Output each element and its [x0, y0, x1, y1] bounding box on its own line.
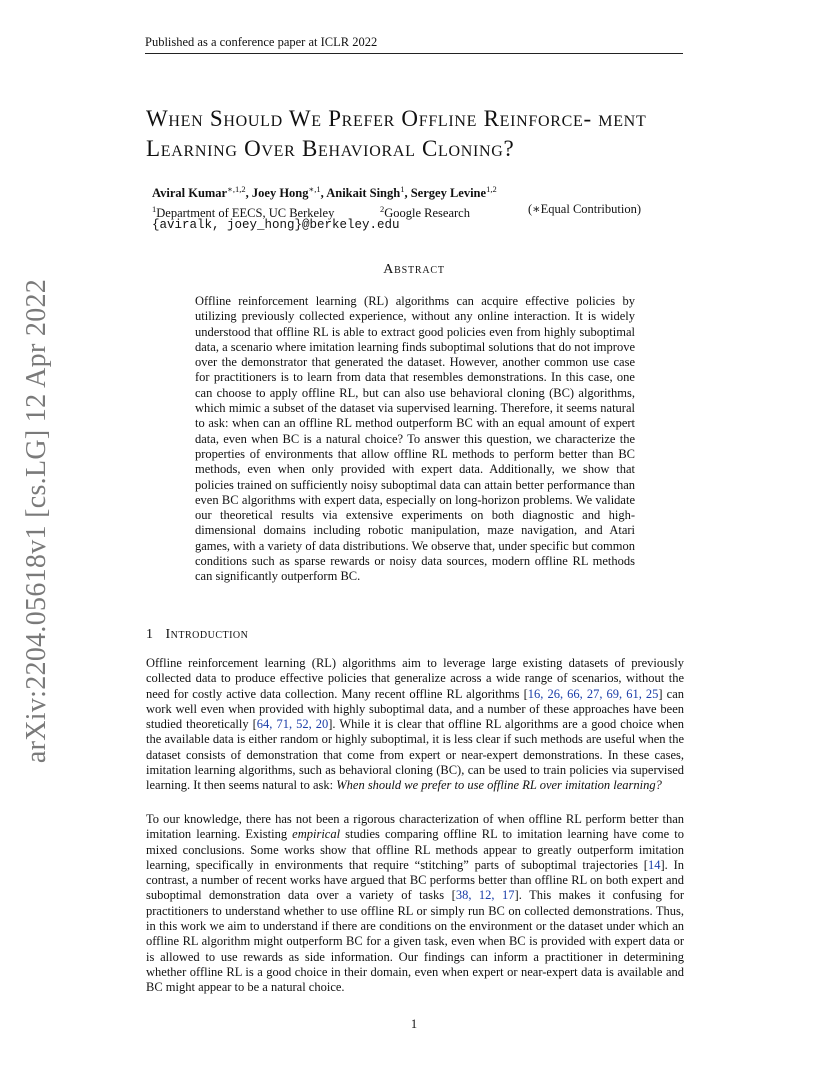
author-name: Sergey Levine [410, 186, 487, 201]
author-sup: ∗,1 [308, 184, 321, 194]
citation-link[interactable]: 64, 71, 52, 20 [256, 717, 329, 732]
author-block [152, 182, 692, 233]
affiliation-2: $^2$Google Research [380, 203, 470, 220]
author-name: Anikait Singh [326, 186, 401, 201]
section-number: 1 [146, 627, 154, 642]
author-name: Aviral Kumar [152, 186, 228, 201]
research-question: When should we prefer to use offline RL over imitation learning? [336, 778, 662, 793]
author-sup: 1,2 [486, 184, 497, 194]
section-heading [146, 627, 248, 643]
affiliations [152, 202, 692, 218]
paper-title: When Should We Prefer Offline Reinforce- ment Learning Over Behavioral Cloning? [146, 106, 647, 161]
intro-paragraph-1: Offline reinforcement learning (RL) algorithms aim to leverage large existing datasets of previously collected data to produce effective policies that generalize across a wide range of scenarios, without the need for costly active data collection. Many recent offline RL algorithms [16, 26, 66, 27, 69, 61, 25] can work well even when provided with highly suboptimal data, and a number of these approaches have been studied theoretically [64, 71, 52, 20]. While it is clear that offline RL algorithms are a good choice when the available data is either random or highly suboptimal, it is less clear if such methods are useful when the dataset consists of demonstration that come from expert or near-expert demonstrations. In these cases, imitation learning algorithms, such as behavioral cloning (BC), can be used to train policies via supervised learning. It then seems natural to ask: When should we prefer to use offline RL over imitation learning? [146, 656, 685, 793]
author-sup: ∗,1,2 [227, 184, 246, 194]
equal-contribution-note: (∗Equal Contribution) [528, 201, 641, 216]
author-name: Joey Hong [251, 186, 309, 201]
citation-link[interactable]: 16, 26, 66, 27, 69, 61, 25 [527, 686, 659, 701]
author-names: Aviral Kumar$^{∗,1,2}$, Joey Hong$^{∗,1}$, Anikait Singh$^1$, Sergey Levine$^{1,2}$ [152, 184, 497, 201]
arxiv-identifier-text: arXiv:2204.05618v1 [cs.LG] 12 Apr 2022 [21, 278, 52, 764]
author-email: {aviralk, joey_hong}@berkeley.edu [152, 217, 400, 232]
abstract-heading: Abstract [383, 262, 445, 277]
page-number: 1 [410, 1017, 418, 1031]
running-header: Published as a conference paper at ICLR 2022 [145, 35, 683, 54]
arxiv-identifier [21, 278, 52, 764]
section-title: Introduction [165, 627, 249, 642]
affiliation-1: $^1$Department of EECS, UC Berkeley [152, 203, 335, 220]
intro-paragraph-2: To our knowledge, there has not been a rigorous characterization of when offline RL perform better than imitation learning. Existing empirical studies comparing offline RL to imitation learning have come to mixed conclusions. Some works show that offline RL methods appear to greatly outperform imitation learning, specifically in environments that require “stitching” parts of suboptimal trajectories [14]. In contrast, a number of recent works have argued that BC performs better than offline RL on both expert and suboptimal demonstration data over a variety of tasks [38, 12, 17]. This makes it confusing for practitioners to understand whether to use offline RL or simply run BC on collected demonstrations. Thus, in this work we aim to understand if there are conditions on the environment or the dataset under which an offline RL algorithm might outperform BC for a given task, even when BC is provided with expert data or is allowed to use rewards as side information. Our findings can inform a practitioner in determining whether offline RL is a good choice in their domain, even when expert or near-expert data is available and BC might appear to be a natural choice. [146, 812, 685, 995]
author-sup: 1 [400, 184, 405, 194]
citation-link[interactable]: 14 [647, 857, 661, 872]
citation-link[interactable]: 38, 12, 17 [455, 888, 515, 903]
abstract-text: Offline reinforcement learning (RL) algorithms can acquire effective policies by utilizing previously collected experience, without any online interaction. It is widely understood that offline RL is able to extract good policies even from highly suboptimal data, a scenario where imitation learning finds suboptimal solutions that do not improve over the demonstrator that generated the dataset. However, another common use case for practitioners is to learn from data that resembles demonstrations. In this case, one can choose to apply offline RL, but can also use behavioral cloning (BC) algorithms, which mimic a subset of the dataset via supervised learning. Therefore, it seems natural to ask: when can an offline RL method outperform BC with an equal amount of expert data, even when BC is a natural choice? To answer this question, we characterize the properties of environments that allow offline RL methods to perform better than BC methods, even when only provided with expert data. Additionally, we show that policies trained on sufficiently noisy suboptimal data can attain better performance than even BC algorithms with expert data, especially on long-horizon problems. We validate our theoretical results via extensive experiments on both diagnostic and high-dimensional domains including robotic manipulation, maze navigation, and Atari games, with a variety of data distributions. We observe that, under specific but common conditions such as sparse rewards or noisy data sources, modern offline RL methods can significantly outperform BC. [195, 294, 635, 584]
